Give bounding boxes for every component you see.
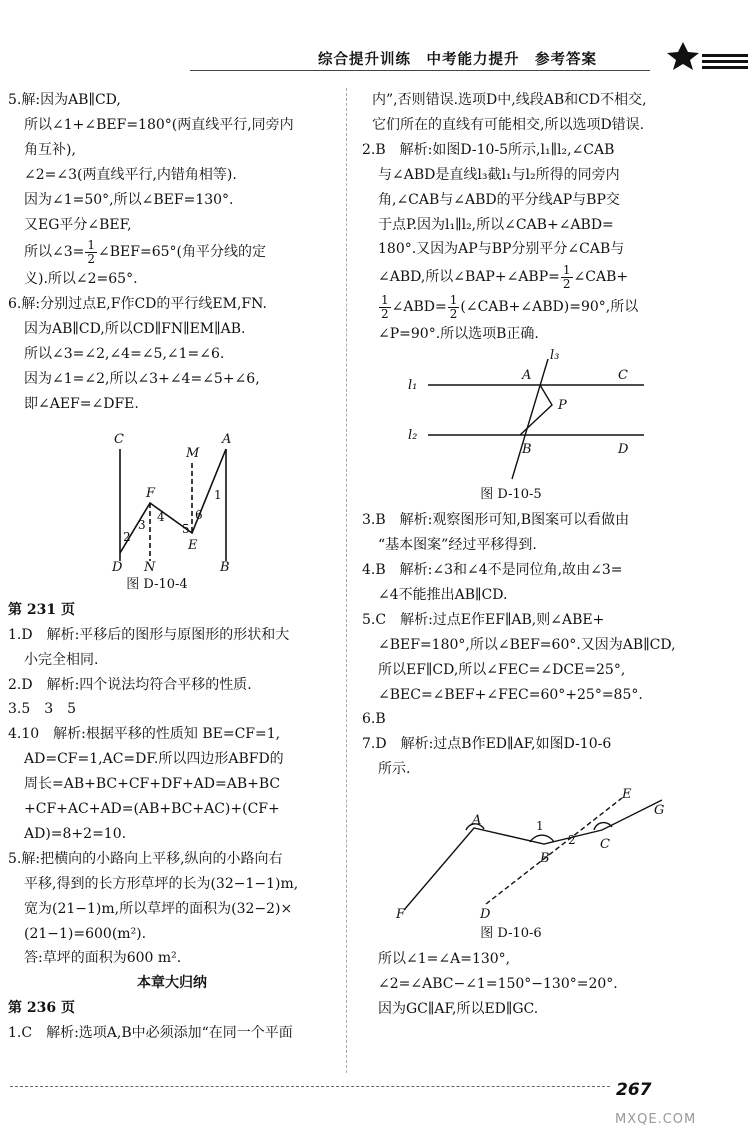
answer-line: 4.10 解析:根据平移的性质知 BE=CF=1,: [8, 726, 281, 743]
figure-d-10-5: [362, 347, 692, 483]
q6-line: 即∠AEF=∠DFE.: [24, 395, 139, 412]
fraction-line: [362, 292, 692, 322]
answer-line: ∠4不能推出AB∥CD.: [378, 586, 508, 603]
half-fraction: $\frac{1}{2}$: [87, 237, 96, 266]
header-rule: [190, 70, 650, 71]
frac-post: (∠CAB+∠ABD)=90°,所以: [460, 299, 639, 316]
q5-line: 5.解:因为AB∥CD,: [8, 92, 121, 108]
figure-d-10-6: [362, 782, 692, 922]
label-b: B: [220, 559, 230, 573]
half-fraction: $\frac{1}{2}$: [562, 262, 571, 291]
answer-line: 所示.: [378, 761, 411, 778]
answer-line: 所以∠1=∠A=130°,: [378, 951, 511, 968]
q5-line: 因为∠1=50°,所以∠BEF=130°.: [24, 191, 234, 208]
angle-2: 2: [568, 833, 576, 848]
q6-line: 因为AB∥CD,所以CD∥FN∥EM∥AB.: [24, 321, 246, 338]
answer-line: 1.C 解析:选项A,B中必须添加“在同一个平面: [8, 1025, 293, 1042]
half-fraction: $\frac{1}{2}$: [381, 292, 389, 321]
answer-line: 1.D 解析:平移后的图形与原图形的形状和大: [8, 626, 290, 643]
half-fraction: $\frac{1}{2}$: [449, 292, 458, 321]
answer-line: 180°.又因为AP与BP分别平分∠CAB与: [378, 241, 625, 258]
q6-line: 所以∠3=∠2,∠4=∠5,∠1=∠6.: [24, 346, 225, 363]
page-ref: 第 236 页: [8, 1000, 75, 1017]
answer-line: AD)=8+2=10.: [24, 825, 127, 842]
answer-line: “基本图案”经过平移得到.: [378, 537, 537, 554]
answer-line: ∠BEF=180°,所以∠BEF=60°.又因为AB∥CD,: [378, 636, 676, 653]
answer-line: 6.B: [362, 711, 386, 728]
answer-line: ∠P=90°.所以选项B正确.: [378, 326, 539, 343]
label-d: D: [618, 442, 629, 458]
q6-line: 因为∠1=∠2,所以∠3+∠4=∠5+∠6,: [24, 371, 260, 388]
label-d: D: [480, 907, 491, 923]
answer-line: ∠2=∠ABC−∠1=150°−130°=20°.: [378, 975, 618, 992]
answer-line: 2.D 解析:四个说法均符合平移的性质.: [8, 676, 252, 693]
figure-caption: 图 D-10-5: [480, 487, 542, 503]
angle-3: 3: [138, 517, 146, 532]
chapter-heading: 本章大归纳: [137, 975, 207, 992]
label-a: A: [472, 813, 482, 829]
answer-line: 周长=AB+BC+CF+DF+AD=AB+BC: [24, 776, 281, 793]
frac-post: ∠CAB+: [573, 269, 629, 286]
label-m: M: [186, 445, 200, 461]
angle-2: 2: [123, 529, 131, 544]
answer-line: 角,∠CAB与∠ABD的平分线AP与BP交: [378, 191, 620, 208]
label-a: A: [222, 431, 232, 447]
fraction-line: [362, 262, 692, 292]
label-a: A: [522, 368, 532, 384]
label-p: P: [558, 398, 567, 414]
q5-line: 角互补),: [24, 141, 76, 158]
page-footer: [0, 1078, 750, 1148]
right-column: [362, 88, 692, 1022]
page-number: 267: [616, 1080, 652, 1100]
answer-line: 它们所在的直线有可能相交,所以选项D错误.: [372, 116, 645, 133]
q5-line: 义).所以∠2=65°.: [24, 271, 138, 288]
answer-line: (21−1)=600(m²).: [24, 925, 147, 942]
answer-line: 所以EF∥CD,所以∠FEC=∠DCE=25°,: [378, 661, 626, 678]
answer-line: 3.B 解析:观察图形可知,B图案可以看做由: [362, 512, 630, 529]
q5-line: 所以∠1+∠BEF=180°(两直线平行,同旁内: [24, 116, 294, 133]
answer-line: 平移,得到的长方形草坪的长为(32−1−1)m,: [24, 875, 299, 892]
angle-5: 5: [182, 521, 190, 536]
answer-line: 7.D 解析:过点B作ED∥AF,如图D-10-6: [362, 736, 612, 753]
label-c: C: [618, 368, 628, 384]
frac-mid: ∠ABD=: [391, 299, 447, 316]
answer-line: 与∠ABD是直线l₃截l₁与l₂所得的同旁内: [378, 166, 620, 183]
answer-line: 4.B 解析:∠3和∠4不是同位角,故由∠3=: [362, 561, 623, 578]
answer-line: 宽为(21−1)m,所以草坪的面积为(32−2)×: [24, 900, 293, 917]
answer-line: 3.5 3 5: [8, 701, 77, 718]
q5-line: 又EG平分∠BEF,: [24, 216, 132, 233]
label-d: D: [112, 559, 123, 573]
q5-frac-post: ∠BEF=65°(角平分线的定: [98, 244, 266, 261]
answer-line: 答:草坪的面积为600 m².: [24, 950, 182, 967]
watermark: MXQE.COM: [615, 1112, 697, 1127]
answer-line: 小完全相同.: [24, 651, 99, 668]
answer-line: 于点P.因为l₁∥l₂,所以∠CAB+∠ABD=: [378, 216, 614, 233]
angle-1: 1: [536, 819, 544, 834]
angle-4: 4: [157, 509, 165, 524]
q5-fraction-line: [8, 237, 336, 267]
answer-line: 内”,否则错误.选项D中,线段AB和CD不相交,: [372, 92, 647, 108]
star-icon: [660, 40, 706, 72]
figure-d-10-4: [8, 421, 336, 573]
answer-line: +CF+AC+AD=(AB+BC+AC)+(CF+: [24, 801, 280, 818]
answer-line: 因为GC∥AF,所以ED∥GC.: [378, 1000, 539, 1017]
angle-1: 1: [214, 487, 222, 502]
label-f: F: [396, 907, 406, 923]
answer-line: ∠BEC=∠BEF+∠FEC=60°+25°=85°.: [378, 686, 643, 703]
footer-rule: [10, 1086, 610, 1087]
label-c: C: [600, 837, 610, 853]
label-b: B: [522, 442, 532, 458]
frac-pre: ∠ABD,所以∠BAP+∠ABP=: [378, 269, 560, 286]
label-g: G: [654, 803, 665, 819]
label-n: N: [144, 559, 156, 573]
label-l1: l₁: [408, 378, 418, 394]
header-stripes: [702, 52, 748, 72]
answer-line: 5.C 解析:过点E作EF∥AB,则∠ABE+: [362, 611, 605, 628]
label-c: C: [114, 431, 124, 447]
angle-6: 6: [195, 507, 203, 522]
answer-line: AD=CF=1,AC=DF.所以四边形ABFD的: [24, 751, 284, 768]
figure-caption: 图 D-10-4: [126, 576, 188, 592]
label-l2: l₂: [408, 428, 418, 444]
label-l3: l₃: [550, 348, 560, 364]
label-e: E: [188, 537, 198, 553]
answer-line: 5.解:把横向的小路向上平移,纵向的小路向右: [8, 850, 283, 867]
figure-caption: 图 D-10-6: [480, 926, 542, 942]
left-column: [8, 88, 336, 1046]
q6-line: 6.解:分别过点E,F作CD的平行线EM,FN.: [8, 296, 267, 313]
q5-line: ∠2=∠3(两直线平行,内错角相等).: [24, 166, 237, 183]
page-ref: 第 231 页: [8, 601, 75, 618]
label-f: F: [146, 485, 156, 501]
answer-line: 2.B 解析:如图D-10-5所示,l₁∥l₂,∠CAB: [362, 141, 615, 158]
label-b: B: [540, 851, 550, 867]
label-e: E: [622, 787, 632, 803]
page-header: [0, 0, 750, 80]
header-title: 综合提升训练 中考能力提升 参考答案: [318, 52, 597, 68]
q5-frac-pre: 所以∠3=: [24, 244, 85, 261]
